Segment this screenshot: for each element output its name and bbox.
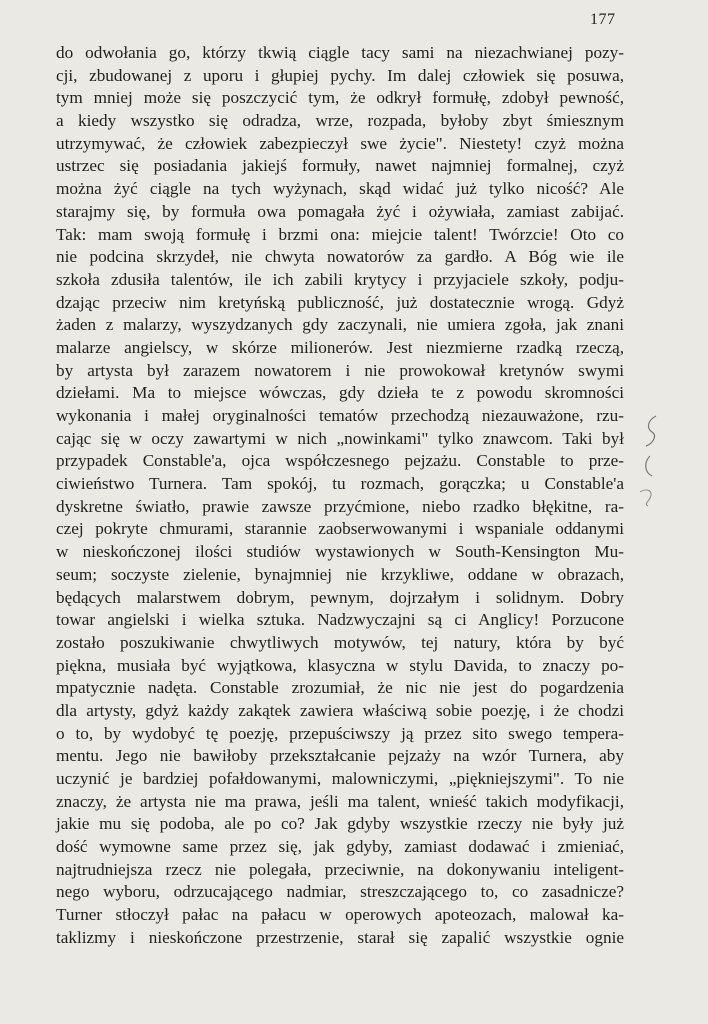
text-line: mpatycznie nadęta. Constable zrozumiał, że nic nie jest do pogardzenia [56,678,624,698]
margin-pencil-marks [630,410,670,510]
body-text [56,42,624,950]
margin-hook-mark [646,456,652,476]
text-line: dyskretne światło, prawie zawsze przyćmione, niebo rzadko błękitne, ra- [56,496,624,516]
text-line: szkoła zdusiła talentów, ile ich zabili krytycy i przyjaciele szkoły, podju- [56,269,624,289]
text-line: czej pokryte chmurami, starannie zaobserwowanymi i wspaniale oddanymi [56,519,624,539]
text-line: ustrzec się posiadania jakiejś formuły, nawet najmniej formalnej, czyż [56,156,624,176]
text-line: ciwieństwo Turnera. Tam spokój, tu rozmach, gorączka; u Constable'a [56,474,624,494]
text-line: dość wymowne same przez się, jak gdyby, zamiast dodawać i zmieniać, [56,837,624,857]
text-line: taklizmy i nieskończone przestrzenie, starał się zapalić wszystkie ognie [56,927,624,947]
margin-scribble-mark [640,490,651,506]
text-line: Turner stłoczył pałac na pałacu w operowych apoteozach, malował ka- [56,905,624,925]
text-line: przypadek Constable'a, ojca współczesnego pejzażu. Constable to prze- [56,451,624,471]
text-line: a kiedy wszystko się odradza, wrze, rozpada, byłoby zbyt śmiesznym [56,111,624,131]
text-line: Tak: mam swoją formułę i brzmi ona: miejcie talent! Twórzcie! Oto co [56,224,624,244]
text-line: dziełami. Ma to miejsce wówczas, gdy dzieła te z powodu skromności [56,383,624,403]
text-line: by artysta był zarazem nowatorem i nie prowokował kretynów swymi [56,360,624,380]
text-line: malarze angielscy, w skórze milionerów. Jest niezmierne rzadką rzeczą, [56,337,624,357]
text-line: można żyć ciągle na tych wyżynach, skąd widać już tylko nicość? Ale [56,179,624,199]
text-line: dzając przeciw nim kretyńską publiczność, już dostatecznie wrogą. Gdyż [56,292,624,312]
text-line: tym mniej może się poszczycić tym, że odkrył formułę, zdobył pewność, [56,88,624,108]
text-line: jakie mu się podoba, ale po co? Jak gdyby wszystkie rzeczy nie były już [56,814,624,834]
text-line: starajmy się, by formuła owa pomagała żyć i ożywiała, zamiast zabijać. [56,201,624,221]
text-line: uczynić je bardziej pofałdowanymi, malowniczymi, „piękniejszymi". To nie [56,769,624,788]
text-line: nie podcina skrzydeł, nie chwyta nowatorów za gardło. A Bóg wie ile [56,247,624,267]
text-line: najtrudniejsza rzecz nie polegała, przeciwnie, na dokonywaniu inteligent- [56,859,624,879]
text-line: o to, by wydobyć tę poezję, przepuściwszy ją przez sito swego tempera- [56,723,624,743]
text-line: mentu. Jego nie bawiłoby przekształcanie pejzaży na wzór Turnera, aby [56,746,624,766]
text-line: będących malarstwem dobrym, pewnym, dojrzałym i solidnym. Dobry [56,587,624,607]
text-line: utrzymywać, że człowiek zabezpieczył swe życie". Niestety! czyż można [56,133,624,153]
text-line: zostało poszukiwanie chwytliwych motywów, tej natury, która by być [56,632,624,652]
text-line: dla artysty, gdyż każdy zakątek zawiera właściwą sobie poezję, i że chodzi [56,700,624,720]
text-line: żaden z malarzy, wyszydzanych gdy zaczynali, nie umiera zgoła, jak znani [56,315,624,335]
text-line: piękna, musiała być wyjątkowa, klasyczna w stylu Davida, to znaczy po- [56,655,624,675]
page-number: 177 [590,11,616,28]
text-line: znaczy, że artysta nie ma prawa, jeśli ma talent, wnieść takich modyfikacji, [56,791,624,811]
text-line: nego wyboru, odrzucającego nadmiar, streszczającego to, co zasadnicze? [56,882,624,902]
text-line: seum; soczyste zielenie, bynajmniej nie krzykliwe, oddane w obrazach, [56,564,624,584]
text-line: cając się w oczy zawartymi w nich „nowinkami" tylko znawcom. Taki był [56,428,624,448]
text-line: towar angielski i wielka sztuka. Nadzwyczajni są ci Anglicy! Porzucone [56,610,624,630]
text-line: cji, zbudowanej z uporu i głupiej pychy. Im dalej człowiek się posuwa, [56,65,624,85]
text-line: w nieskończonej ilości studiów wystawionych w South-Kensington Mu- [56,542,624,562]
text-line: do odwołania go, którzy tkwią ciągle tacy sami na niezachwianej pozy- [56,43,624,62]
margin-bracket-mark [646,416,656,446]
text-line: wykonania i małej oryginalności tematów przechodzą niezauważone, rzu- [56,406,624,425]
